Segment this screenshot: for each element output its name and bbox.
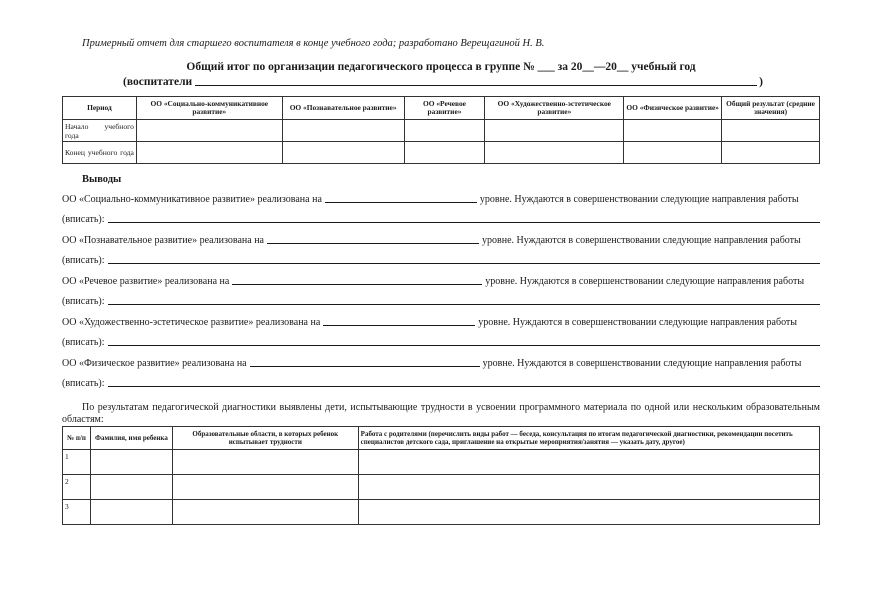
table-cell[interactable] (90, 500, 172, 525)
table-cell[interactable] (485, 120, 624, 142)
write-line (62, 212, 820, 225)
table-cell[interactable] (358, 450, 819, 475)
educators-line (123, 75, 763, 88)
write-line (62, 294, 820, 307)
table-cell[interactable] (404, 142, 485, 164)
table-cell[interactable] (172, 475, 358, 500)
conclusion-line (62, 315, 820, 328)
level-blank[interactable] (232, 274, 482, 285)
conclusion-suffix: уровне. Нуждаются в совершенствовании следующие направления работы (482, 235, 801, 246)
table-cell[interactable] (172, 500, 358, 525)
level-blank[interactable] (250, 356, 480, 367)
table-row (63, 475, 820, 500)
author-note: Примерный отчет для старшего воспитателя в конце учебного года; разработано Верещагиной Н. В. (82, 38, 545, 49)
col-social: ОО «Социально-коммуникативное развитие» (136, 97, 282, 120)
col-number: № п/п (63, 427, 91, 450)
table-row (63, 120, 820, 142)
conclusions-heading: Выводы (82, 174, 122, 185)
write-label: (вписать): (62, 296, 105, 307)
table-cell[interactable] (722, 120, 820, 142)
write-blank[interactable] (108, 335, 820, 346)
col-parents-work: Работа с родителями (перечислить виды работ — беседа, консультация по итогам педагогической диагностики, рекомендации посетить специалистов детского сада, приглашение на открытые мероприятия/занятия — указать дату, другое) (358, 427, 819, 450)
table-row (63, 142, 820, 164)
results-table-header (63, 97, 820, 120)
conclusion-line (62, 192, 820, 205)
level-blank[interactable] (267, 233, 479, 244)
conclusion-suffix: уровне. Нуждаются в совершенствовании следующие направления работы (479, 194, 799, 205)
conclusion-line (62, 233, 820, 246)
conclusion-prefix: ОО «Художественно-эстетическое развитие» реализована на (62, 317, 321, 328)
col-art: ОО «Художественно-эстетическое развитие» (485, 97, 624, 120)
conclusion-prefix: ОО «Социально-коммуникативное развитие» реализована на (62, 194, 322, 205)
conclusion-prefix: ОО «Физическое развитие» реализована на (62, 358, 247, 369)
table-cell[interactable] (358, 500, 819, 525)
educators-blank[interactable] (195, 75, 757, 86)
row-start-label: Начало учебного года (63, 120, 137, 142)
diagnostics-paragraph: По результатам педагогической диагностики выявлены дети, испытывающие трудности в усвоении программного материала по одной или нескольким образовательным областям: (62, 402, 820, 425)
col-child-name: Фамилия, имя ребенка (90, 427, 172, 450)
table-cell[interactable] (136, 142, 282, 164)
table-cell[interactable] (90, 475, 172, 500)
table-cell[interactable] (172, 450, 358, 475)
write-label: (вписать): (62, 378, 105, 389)
educators-label: (воспитатели (123, 76, 193, 88)
report-title: Общий итог по организации педагогического процесса в группе № ___ за 20__—20__ учебный год (186, 61, 696, 73)
table-row (63, 450, 820, 475)
write-blank[interactable] (108, 212, 820, 223)
write-label: (вписать): (62, 337, 105, 348)
table-cell[interactable] (90, 450, 172, 475)
conclusion-prefix: ОО «Речевое развитие» реализована на (62, 276, 230, 287)
results-table (62, 96, 820, 164)
table-cell[interactable] (624, 142, 722, 164)
row-number: 1 (63, 450, 91, 475)
col-areas: Образовательные области, в которых ребенок испытывает трудности (172, 427, 358, 450)
table-cell[interactable] (282, 142, 404, 164)
col-total: Общий результат (средние значения) (722, 97, 820, 120)
conclusion-suffix: уровне. Нуждаются в совершенствовании следующие направления работы (478, 317, 798, 328)
table-cell[interactable] (136, 120, 282, 142)
conclusion-line (62, 356, 820, 369)
conclusion-line (62, 274, 820, 287)
row-number: 3 (63, 500, 91, 525)
col-speech: ОО «Речевое развитие» (404, 97, 485, 120)
table-cell[interactable] (282, 120, 404, 142)
table-cell[interactable] (624, 120, 722, 142)
row-end-label: Конец учебного года (63, 142, 137, 164)
write-blank[interactable] (108, 253, 820, 264)
conclusion-suffix: уровне. Нуждаются в совершенствовании следующие направления работы (482, 358, 802, 369)
write-blank[interactable] (108, 294, 820, 305)
conclusion-prefix: ОО «Познавательное развитие» реализована на (62, 235, 264, 246)
write-label: (вписать): (62, 214, 105, 225)
table-cell[interactable] (722, 142, 820, 164)
level-blank[interactable] (325, 192, 477, 203)
col-physical: ОО «Физическое развитие» (624, 97, 722, 120)
col-cognitive: ОО «Познавательное развитие» (282, 97, 404, 120)
conclusion-suffix: уровне. Нуждаются в совершенствовании следующие направления работы (485, 276, 805, 287)
difficulties-table-header (63, 427, 820, 450)
write-line (62, 335, 820, 348)
difficulties-table (62, 426, 820, 525)
col-period: Период (63, 97, 137, 120)
table-cell[interactable] (404, 120, 485, 142)
write-blank[interactable] (108, 376, 820, 387)
table-cell[interactable] (485, 142, 624, 164)
table-cell[interactable] (358, 475, 819, 500)
educators-close: ) (759, 76, 763, 88)
level-blank[interactable] (323, 315, 475, 326)
write-line (62, 376, 820, 389)
write-line (62, 253, 820, 266)
write-label: (вписать): (62, 255, 105, 266)
table-row (63, 500, 820, 525)
row-number: 2 (63, 475, 91, 500)
